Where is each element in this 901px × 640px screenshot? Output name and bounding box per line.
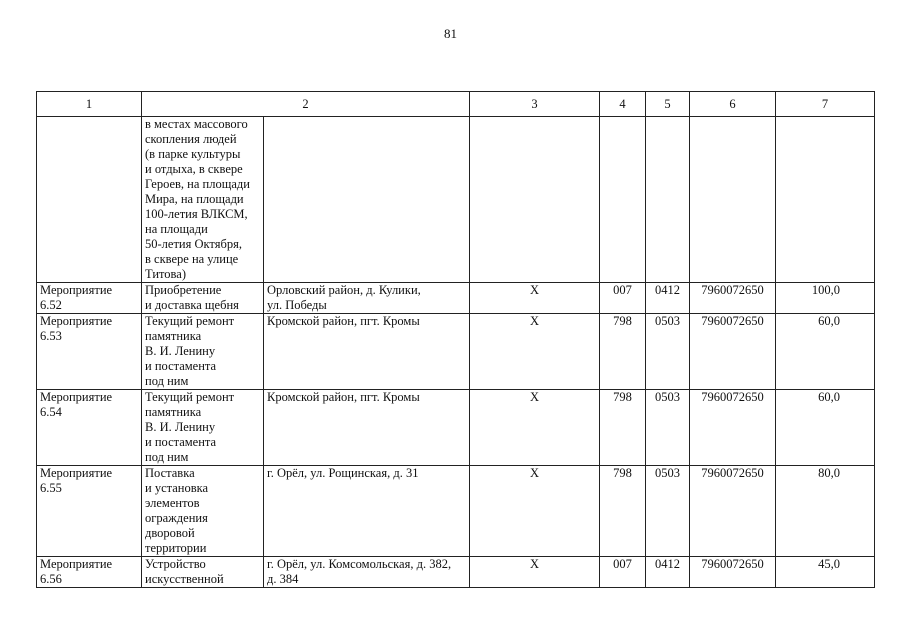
cell-col4: 798 bbox=[600, 390, 646, 466]
cell-empty bbox=[776, 117, 875, 283]
cell-col5: 0503 bbox=[646, 314, 690, 390]
cell-col3: Х bbox=[470, 466, 600, 557]
budget-table bbox=[36, 91, 875, 588]
cell-col5: 0503 bbox=[646, 466, 690, 557]
cell-event-name: Текущий ремонт памятника В. И. Ленину и постамента под ним bbox=[142, 314, 264, 390]
cell-location: г. Орёл, ул. Рощинская, д. 31 bbox=[264, 466, 470, 557]
page-number: 81 bbox=[444, 26, 457, 41]
cell-continuation-name: в местах массового скопления людей (в парке культуры и отдыха, в сквере Героев, на площади Мира, на площади 100-летия ВЛКСМ, на площади 50-летия Октября, в сквере на улице Титова) bbox=[142, 117, 264, 283]
cell-col7: 80,0 bbox=[776, 466, 875, 557]
cell-event-id: Мероприятие 6.53 bbox=[37, 314, 142, 390]
cell-col3: Х bbox=[470, 557, 600, 588]
cell-event-id: Мероприятие 6.55 bbox=[37, 466, 142, 557]
cell-empty bbox=[37, 117, 142, 283]
cell-location: Кромской район, пгт. Кромы bbox=[264, 314, 470, 390]
header-col-2: 2 bbox=[142, 92, 470, 117]
header-col-4: 4 bbox=[600, 92, 646, 117]
cell-col5: 0412 bbox=[646, 557, 690, 588]
table-row-continuation bbox=[37, 117, 875, 283]
cell-event-name: Устройство искусственной bbox=[142, 557, 264, 588]
cell-col7: 45,0 bbox=[776, 557, 875, 588]
cell-location: Орловский район, д. Кулики, ул. Победы bbox=[264, 283, 470, 314]
cell-empty bbox=[470, 117, 600, 283]
cell-col6: 7960072650 bbox=[690, 557, 776, 588]
header-col-1: 1 bbox=[37, 92, 142, 117]
table-row bbox=[37, 390, 875, 466]
cell-col4: 007 bbox=[600, 283, 646, 314]
cell-col4: 798 bbox=[600, 314, 646, 390]
header-col-7: 7 bbox=[776, 92, 875, 117]
table-row bbox=[37, 314, 875, 390]
cell-event-name: Приобретение и доставка щебня bbox=[142, 283, 264, 314]
cell-col3: Х bbox=[470, 283, 600, 314]
cell-col5: 0412 bbox=[646, 283, 690, 314]
cell-event-name: Текущий ремонт памятника В. И. Ленину и постамента под ним bbox=[142, 390, 264, 466]
cell-col6: 7960072650 bbox=[690, 390, 776, 466]
header-col-3: 3 bbox=[470, 92, 600, 117]
cell-empty bbox=[690, 117, 776, 283]
header-row bbox=[37, 92, 875, 117]
cell-col7: 60,0 bbox=[776, 314, 875, 390]
cell-col4: 007 bbox=[600, 557, 646, 588]
table-row bbox=[37, 283, 875, 314]
cell-col3: Х bbox=[470, 390, 600, 466]
cell-col7: 60,0 bbox=[776, 390, 875, 466]
cell-col5: 0503 bbox=[646, 390, 690, 466]
cell-col3: Х bbox=[470, 314, 600, 390]
cell-col7: 100,0 bbox=[776, 283, 875, 314]
cell-event-id: Мероприятие 6.52 bbox=[37, 283, 142, 314]
cell-col4: 798 bbox=[600, 466, 646, 557]
cell-event-id: Мероприятие 6.56 bbox=[37, 557, 142, 588]
header-col-5: 5 bbox=[646, 92, 690, 117]
table-row bbox=[37, 557, 875, 588]
cell-empty bbox=[264, 117, 470, 283]
table-row bbox=[37, 466, 875, 557]
cell-empty bbox=[646, 117, 690, 283]
cell-col6: 7960072650 bbox=[690, 283, 776, 314]
cell-event-id: Мероприятие 6.54 bbox=[37, 390, 142, 466]
cell-col6: 7960072650 bbox=[690, 466, 776, 557]
cell-empty bbox=[600, 117, 646, 283]
cell-event-name: Поставка и установка элементов ограждения дворовой территории bbox=[142, 466, 264, 557]
cell-location: Кромской район, пгт. Кромы bbox=[264, 390, 470, 466]
cell-col6: 7960072650 bbox=[690, 314, 776, 390]
header-col-6: 6 bbox=[690, 92, 776, 117]
cell-location: г. Орёл, ул. Комсомольская, д. 382, д. 384 bbox=[264, 557, 470, 588]
